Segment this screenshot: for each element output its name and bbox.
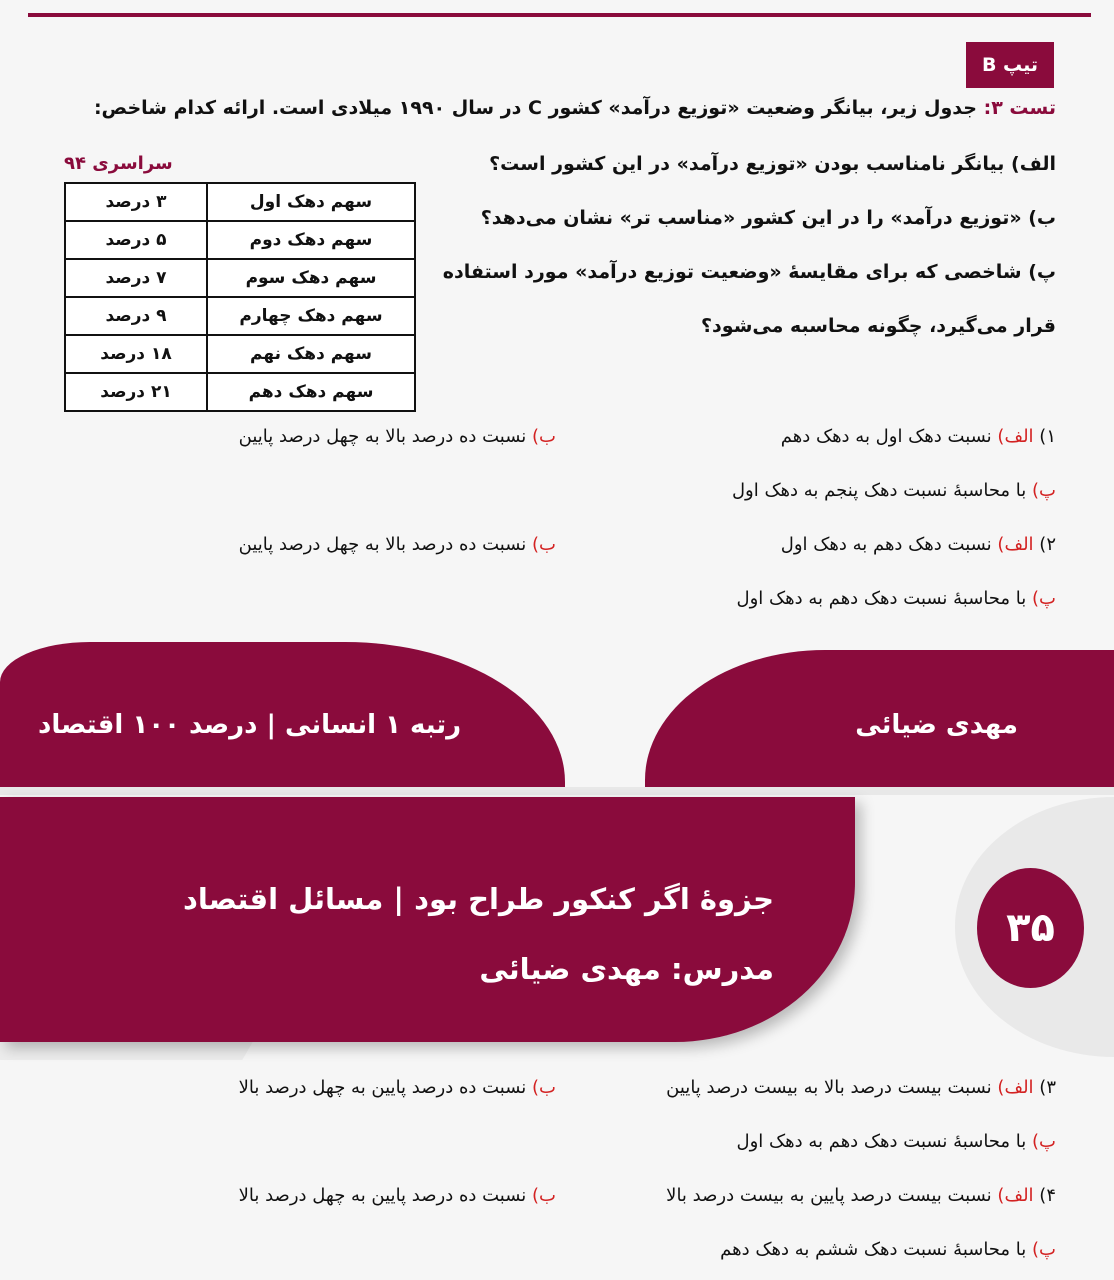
income-distribution-table <box>64 182 416 412</box>
option-1-p: پ) با محاسبهٔ نسبت دهک پنجم به دهک اول <box>731 480 1056 501</box>
table-row: سهم دهک سوم ۷ درصد <box>65 259 415 297</box>
option-2-a: ۲) الف) نسبت دهک دهم به دهک اول <box>780 534 1056 555</box>
top-divider <box>28 13 1091 17</box>
option-4-p: پ) با محاسبهٔ نسبت دهک ششم به دهک دهم <box>720 1239 1056 1260</box>
table-row: سهم دهک دهم ۲۱ درصد <box>65 373 415 411</box>
option-4-b: ب) نسبت ده درصد پایین به چهل درصد بالا <box>238 1185 556 1206</box>
booklet-title: جزوهٔ اگر کنکور طراح بود | مسائل اقتصاد <box>182 882 774 916</box>
question-text: جدول زیر، بیانگر وضعیت «توزیع درآمد» کشور C در سال ۱۹۹۰ میلادی است. ارائه کدام شاخص: <box>93 97 977 119</box>
option-2-b: ب) نسبت ده درصد بالا به چهل درصد پایین <box>238 534 556 555</box>
question-part-p-cont: قرار می‌گیرد، چگونه محاسبه می‌شود؟ <box>701 315 1056 337</box>
table-row: سهم دهک دوم ۵ درصد <box>65 221 415 259</box>
table-row: سهم دهک چهارم ۹ درصد <box>65 297 415 335</box>
exam-source: سراسری ۹۴ <box>64 153 173 174</box>
type-badge: تیپ B <box>966 42 1054 88</box>
option-4-a: ۴) الف) نسبت بیست درصد پایین به بیست درصد بالا <box>666 1185 1056 1206</box>
option-1-b: ب) نسبت ده درصد بالا به چهل درصد پایین <box>238 426 556 447</box>
option-2-p: پ) با محاسبهٔ نسبت دهک دهم به دهک اول <box>736 588 1056 609</box>
author-name: مهدی ضیائی <box>855 710 1018 740</box>
question-part-b: ب) «توزیع درآمد» را در این کشور «مناسب تر» نشان می‌دهد؟ <box>480 207 1056 229</box>
author-credentials: رتبه ۱ انسانی | درصد ۱۰۰ اقتصاد <box>38 710 462 740</box>
table-row: سهم دهک اول ۳ درصد <box>65 183 415 221</box>
teacher-name: مدرس: مهدی ضیائی <box>479 952 774 986</box>
option-3-a: ۳) الف) نسبت بیست درصد بالا به بیست درصد پایین <box>666 1077 1056 1098</box>
option-1-a: ۱) الف) نسبت دهک اول به دهک دهم <box>780 426 1056 447</box>
question-number: تست ۳: <box>983 97 1056 119</box>
option-3-p: پ) با محاسبهٔ نسبت دهک دهم به دهک اول <box>736 1131 1056 1152</box>
option-3-b: ب) نسبت ده درصد پایین به چهل درصد بالا <box>238 1077 556 1098</box>
page-header-band <box>0 797 855 1042</box>
question-part-a: الف) بیانگر نامناسب بودن «توزیع درآمد» در این کشور است؟ <box>489 153 1056 175</box>
page-separator <box>0 787 1114 795</box>
table-row: سهم دهک نهم ۱۸ درصد <box>65 335 415 373</box>
page-number-badge: ۳۵ <box>977 868 1084 988</box>
question-part-p: پ) شاخصی که برای مقایسهٔ «وضعیت توزیع درآمد» مورد استفاده <box>442 261 1056 283</box>
question-stem <box>94 97 1056 119</box>
